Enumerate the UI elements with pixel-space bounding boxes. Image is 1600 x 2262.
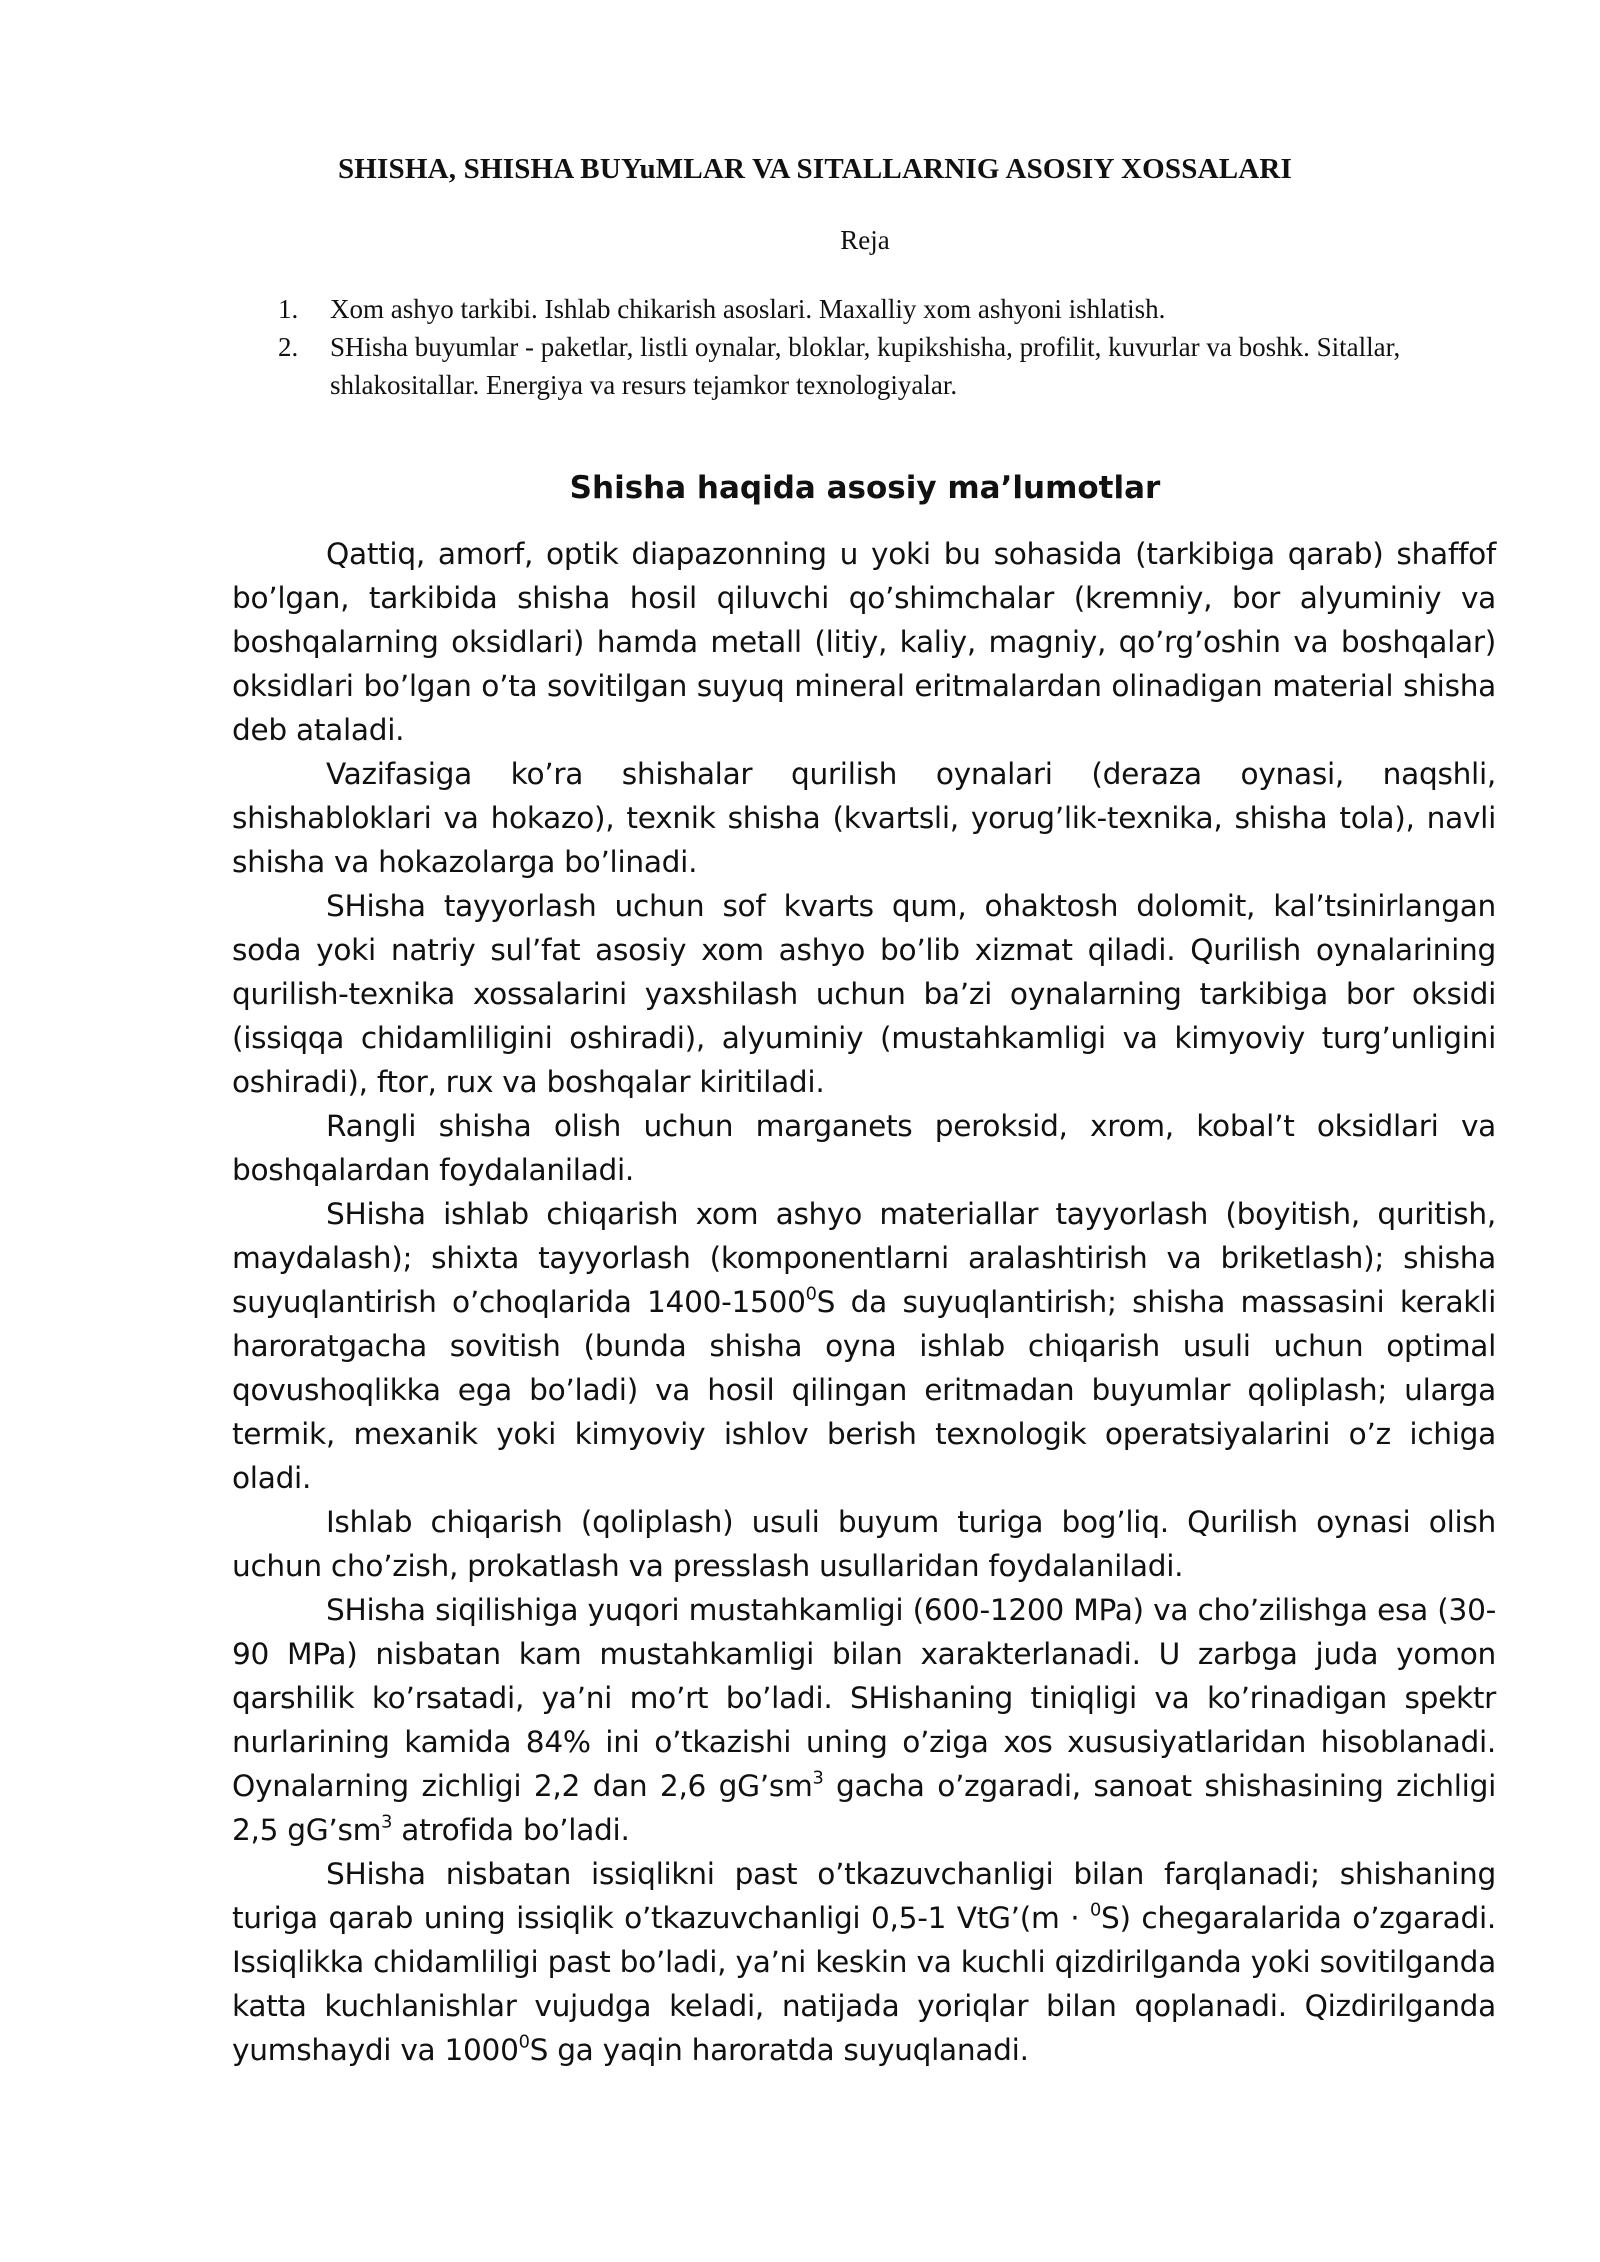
plan-item-text: SHisha buyumlar - paketlar, listli oynalar, bloklar, kupikshisha, profilit, kuvurlar va boshk. Sitallar, shlakositallar. Energiya va resurs tejamkor texnologiyalar.: [330, 332, 1401, 400]
paragraph-text: Ishlab chiqarish (qoliplash) usuli buyum turiga bog’liq. Qurilish oynasi olish uchun cho’zish, prokatlash va presslash usullaridan foydalaniladi.: [232, 1505, 1496, 1583]
plan-label: Reja: [840, 225, 890, 255]
plan-item-number: 2.: [278, 332, 299, 362]
paragraph-text: S) chegaralarida o’zgaradi. Issiqlikka chidamliligi past bo’ladi, ya’ni keskin va kuchli qizdirilganda yoki sovitilganda katta kuchlanishlar vujudga keladi, natijada yoriqlar bilan qoplanadi. Qizdirilganda yumshaydi va 1000: [232, 1901, 1496, 2067]
paragraph-text: SHisha nisbatan issiqlikni past o’tkazuvchanligi bilan farqlanadi; shishaning turiga qarab uning issiqlik o’tkazuvchanligi 0,5-1 VtG’(m ·: [232, 1857, 1496, 1935]
body-text: [232, 532, 1496, 2072]
paragraph-text: atrofida bo’ladi.: [392, 1813, 630, 1847]
paragraph: [232, 884, 1496, 1104]
plan-item: [270, 290, 1450, 328]
superscript: 3: [381, 1812, 393, 1833]
paragraph-text: SHisha ishlab chiqarish xom ashyo materiallar tayyorlash (boyitish, quritish, maydalash); shixta tayyorlash (komponentlarni aralashtirish va briketlash); shisha suyuqlantirish o’choqlarida 1400-1500: [232, 1197, 1496, 1319]
paragraph: [232, 1852, 1496, 2072]
paragraph: [232, 532, 1496, 752]
plan-item: [270, 328, 1450, 404]
superscript: 0: [518, 2032, 530, 2053]
paragraph-text: Qattiq, amorf, optik diapazonning u yoki bu sohasida (tarkibiga qarab) shaffof bo’lgan, tarkibida shisha hosil qiluvchi qo’shimchalar (kremniy, bor alyuminiy va boshqalarning oksidlari) hamda metall (litiy, kaliy, magniy, qo’rg’oshin va boshqalar) oksidlari bo’lgan o’ta sovitilgan suyuq mineral eritmalardan olinadigan material shisha deb ataladi.: [232, 537, 1496, 747]
plan-item-text: Xom ashyo tarkibi. Ishlab chikarish asoslari. Maxalliy xom ashyoni ishlatish.: [330, 294, 1166, 324]
superscript: 0: [1090, 1900, 1101, 1921]
document-title: SHISHA, SHISHA BUYuMLAR VA SITALLARNIG ASOSIY XOSSALARI: [337, 153, 1293, 185]
paragraph: [232, 1500, 1496, 1588]
plan-list: [270, 290, 1450, 404]
paragraph-text: Rangli shisha olish uchun marganets peroksid, xrom, kobal’t oksidlari va boshqalardan foydalaniladi.: [232, 1109, 1496, 1187]
paragraph: [232, 752, 1496, 884]
paragraph-text: S da suyuqlantirish; shisha massasini kerakli haroratgacha sovitish (bunda shisha oyna ishlab chiqarish usuli uchun optimal qovushoqlikka ega bo’ladi) va hosil qilingan eritmadan buyumlar qoliplash; ularga termik, mexanik yoki kimyoviy ishlov berish texnologik operatsiyalarini o’z ichiga oladi.: [232, 1285, 1496, 1495]
paragraph: [232, 1104, 1496, 1192]
superscript: 3: [812, 1768, 824, 1789]
paragraph-text: SHisha tayyorlash uchun sof kvarts qum, ohaktosh dolomit, kal’tsinirlangan soda yoki natriy sul’fat asosiy xom ashyo bo’lib xizmat qiladi. Qurilish oynalarining qurilish-texnika xossalarini yaxshilash uchun ba’zi oynalarning tarkibiga bor oksidi (issiqqa chidamliligini oshiradi), alyuminiy (mustahkamligi va kimyoviy turg’unligini oshiradi), ftor, rux va boshqalar kiritiladi.: [232, 889, 1496, 1099]
paragraph-text: Vazifasiga ko’ra shishalar qurilish oynalari (deraza oynasi, naqshli, shishabloklari va hokazo), texnik shisha (kvartsli, yorug’lik-texnika, shisha tola), navli shisha va hokazolarga bo’linadi.: [232, 757, 1496, 879]
paragraph-text: S ga yaqin haroratda suyuqlanadi.: [529, 2033, 1029, 2067]
superscript: 0: [805, 1284, 817, 1305]
paragraph-text: SHisha siqilishiga yuqori mustahkamligi (600-1200 MPa) va cho’zilishga esa (30-90 MPa) nisbatan kam mustahkamligi bilan xarakterlanadi. U zarbga juda yomon qarshilik ko’rsatadi, ya’ni mo’rt bo’ladi. SHishaning tiniqligi va ko’rinadigan spektr nurlarining kamida 84% ini o’tkazishi uning o’ziga xos xususiyatlaridan hisoblanadi. Oynalarning zichligi 2,2 dan 2,6 gG’sm: [232, 1593, 1496, 1803]
paragraph-text: gacha o’zgaradi, sanoat shishasining zichligi 2,5 gG’sm: [232, 1769, 1496, 1847]
plan-item-number: 1.: [278, 294, 299, 324]
paragraph: [232, 1588, 1496, 1852]
paragraph: [232, 1192, 1496, 1500]
section-heading: Shisha haqida asosiy ma’lumotlar: [569, 470, 1161, 506]
